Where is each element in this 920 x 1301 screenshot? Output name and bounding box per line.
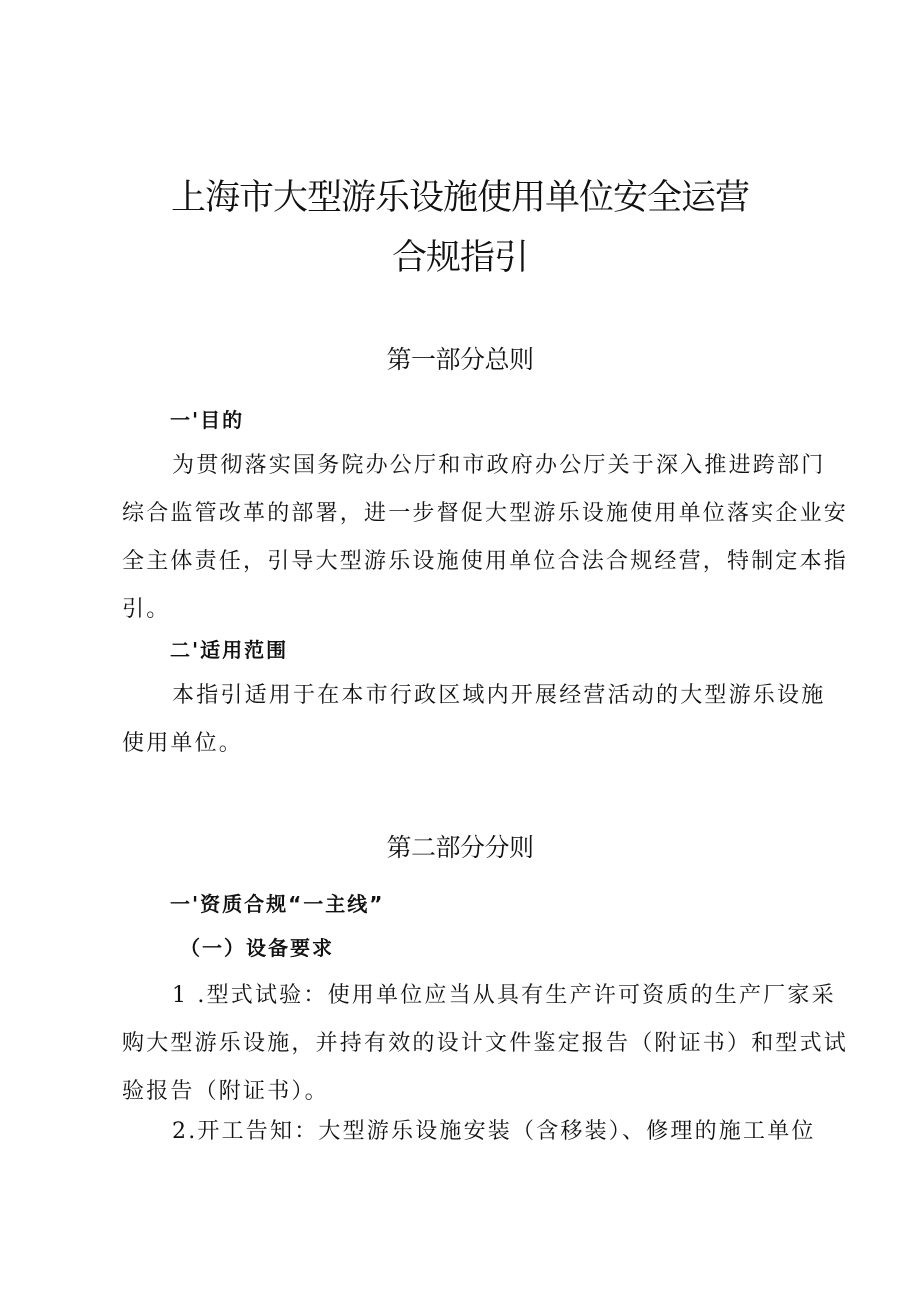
paragraph-line: 综合监管改革的部署，进一步督促大型游乐设施使用单位落实企业安 bbox=[122, 501, 849, 526]
paragraph-line: 验报告（附证书）。 bbox=[122, 1079, 329, 1104]
paragraph-line: 为贯彻落实国务院办公厅和市政府办公厅关于深入推进跨部门 bbox=[172, 453, 826, 478]
paragraph-line: 2.开工告知：大型游乐设施安装（含移装）、修理的施工单位 bbox=[172, 1119, 816, 1144]
paragraph-line: 购大型游乐设施，并持有效的设计文件鉴定报告（附证书）和型式试 bbox=[122, 1031, 849, 1056]
part1-section2-title: 二'适用范围 bbox=[170, 638, 289, 662]
part2-heading: 第二部分分则 bbox=[386, 833, 534, 862]
document-title-line1: 上海市大型游乐设施使用单位安全运营 bbox=[170, 178, 749, 218]
paragraph-line: 引。 bbox=[122, 597, 171, 622]
part1-section1-title: 一'目的 bbox=[170, 408, 245, 432]
paragraph-line: 全主体责任，引导大型游乐设施使用单位合法合规经营，特制定本指 bbox=[122, 549, 849, 574]
paragraph-line: 本指引适用于在本市行政区域内开展经营活动的大型游乐设施 bbox=[172, 683, 826, 708]
paragraph-line: 使用单位。 bbox=[122, 731, 244, 756]
part2-subsection1-title: （一）设备要求 bbox=[180, 936, 334, 960]
part1-heading: 第一部分总则 bbox=[386, 345, 534, 374]
document-title-line2: 合规指引 bbox=[391, 238, 528, 278]
paragraph-line: 1 .型式试验：使用单位应当从具有生产许可资质的生产厂家采 bbox=[172, 983, 836, 1008]
part2-section1-title: 一'资质合规“一主线” bbox=[170, 892, 385, 916]
